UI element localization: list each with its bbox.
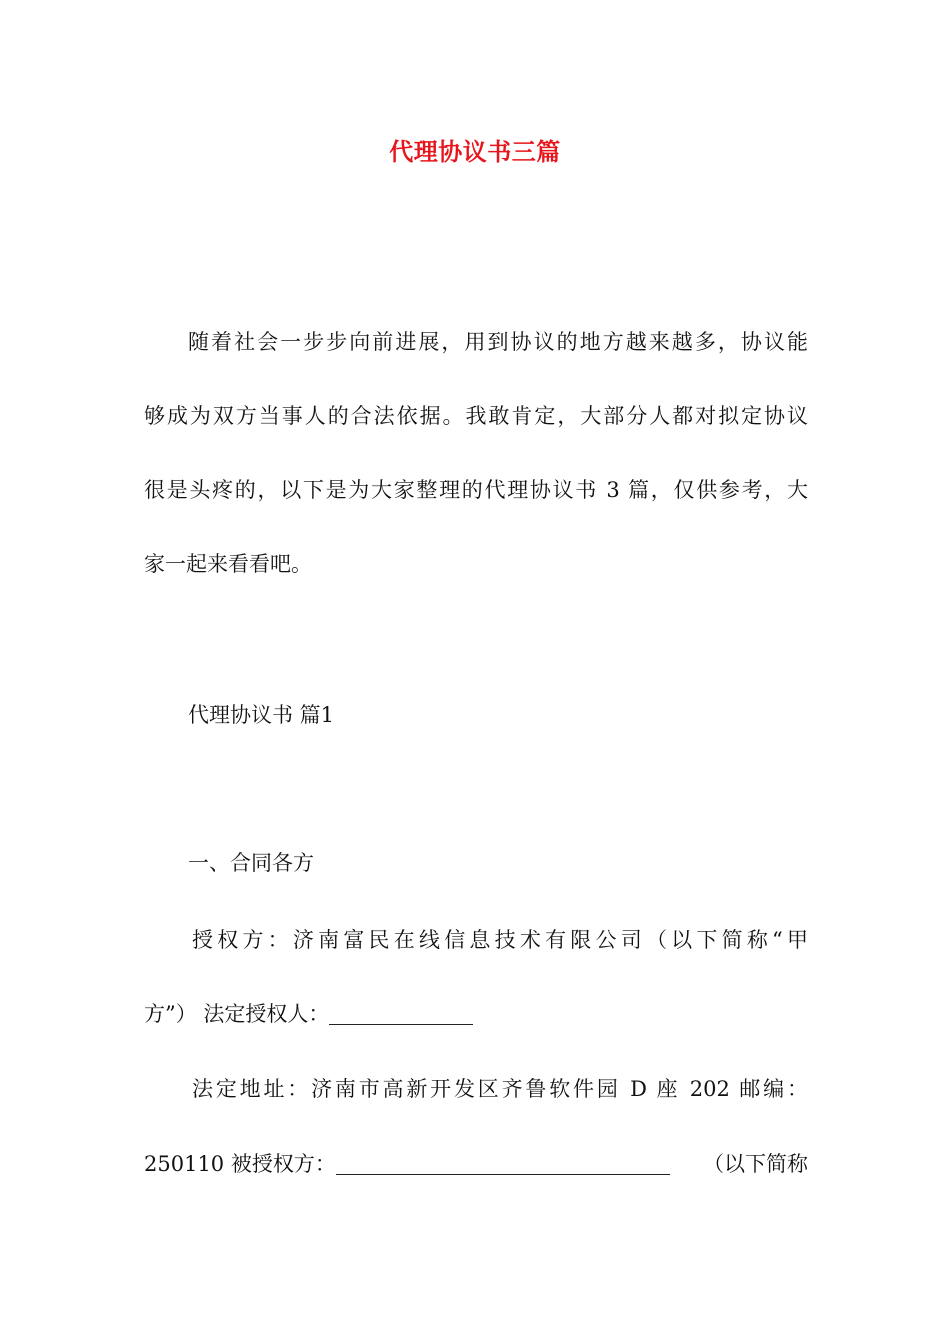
address-line-2 <box>144 1148 808 1180</box>
intro-line-1: 随着社会一步步向前进展，用到协议的地方越来越多，协议能 <box>188 330 808 354</box>
clause-heading: 一、合同各方 <box>188 851 314 875</box>
intro-line-2: 够成为双方当事人的合法依据。我敢肯定，大部分人都对拟定协议 <box>144 404 808 428</box>
grantor-line-2 <box>144 998 808 1030</box>
grantor-line-2-text: 方”） 法定授权人： <box>144 1002 330 1026</box>
intro-line-3: 很是头疼的，以下是为大家整理的代理协议书 3 篇，仅供参考，大 <box>144 478 808 502</box>
address-line-2-suffix: （以下简称 <box>703 1152 808 1176</box>
legal-authorizer-blank <box>329 1002 473 1025</box>
document-title: 代理协议书三篇 <box>389 138 561 166</box>
address-line-2-prefix: 250110 被授权方： <box>144 1152 336 1176</box>
section-heading: 代理协议书 篇1 <box>188 703 335 727</box>
grantor-line-1: 授权方：济南富民在线信息技术有限公司（以下简称“甲 <box>192 928 808 952</box>
intro-line-4: 家一起来看看吧。 <box>144 552 312 576</box>
address-line-1: 法定地址：济南市高新开发区齐鲁软件园 D 座 202 邮编： <box>192 1077 808 1101</box>
grantee-blank <box>336 1152 670 1175</box>
